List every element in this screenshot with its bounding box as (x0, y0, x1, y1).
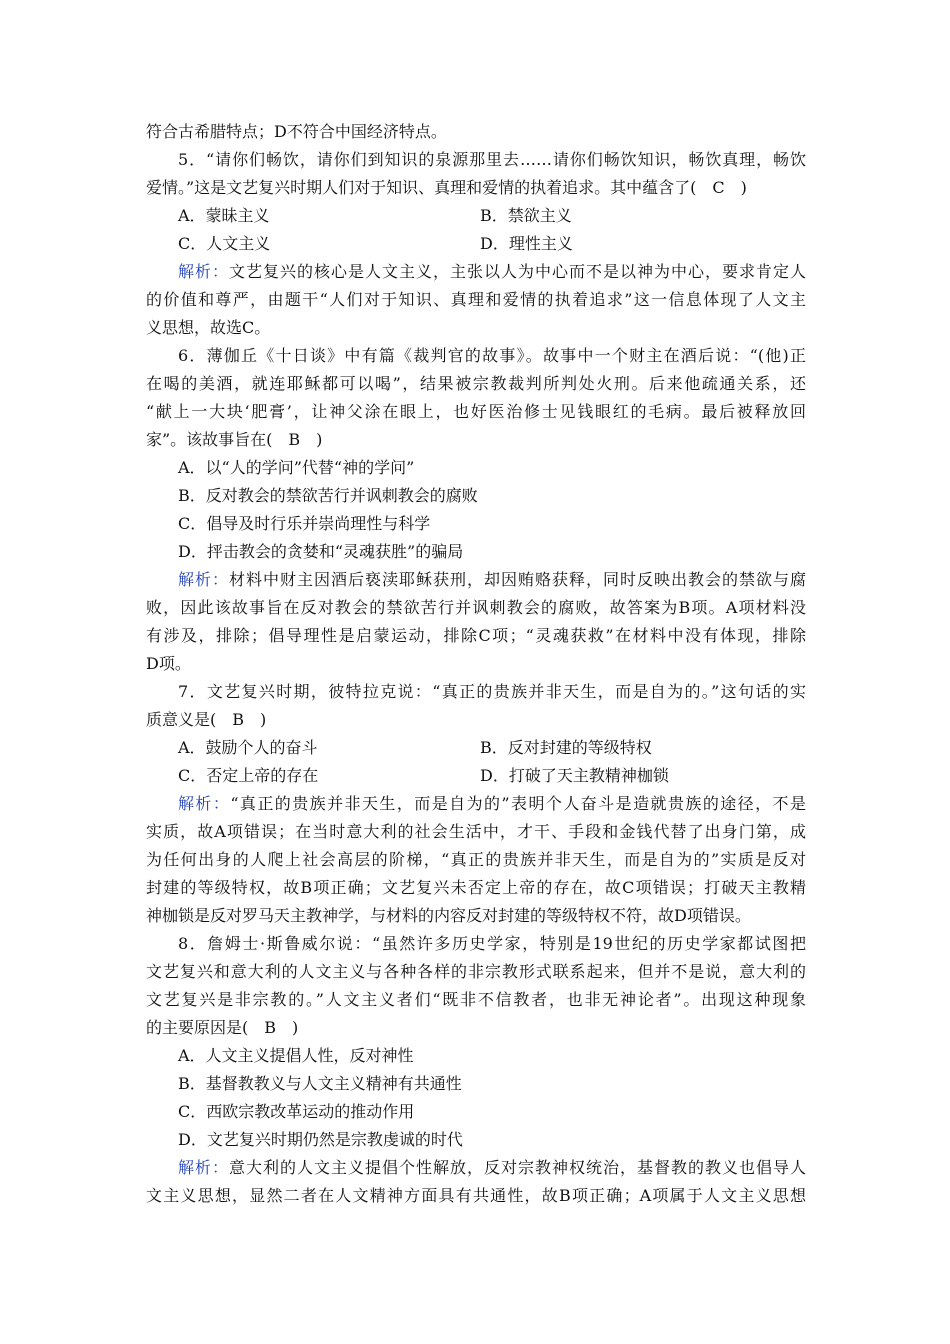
q7-option-d: D．打破了天主教精神枷锁 (480, 766, 669, 785)
q8-question-line-4: 的主要原因是( B ) (146, 1018, 299, 1037)
q7-option-b: B．反对封建的等级特权 (480, 738, 652, 757)
q8-question-line-2: 文艺复兴和意大利的人文主义与各种各样的非宗教形式联系起来，但并不是说，意大利的 (146, 962, 806, 981)
q5-analysis-line-1: 解析：文艺复兴的核心是人文主义，主张以人为中心而不是以神为中心，要求肯定人 (178, 262, 806, 281)
q6-option-a: A．以“人的学问”代替“神的学问” (178, 458, 415, 477)
q7-question-line-2: 质意义是( B ) (146, 710, 267, 729)
q6-question-line-4: 家”。该故事旨在( B ) (146, 430, 323, 449)
page-content (146, 118, 806, 1210)
q6-analysis-line-4: D项。 (146, 654, 191, 673)
q7-analysis-line-3: 为任何出身的人爬上社会高层的阶梯，“真正的贵族并非天生，而是自为的”实质是反对 (146, 850, 806, 869)
q6-analysis-line-2: 败，因此该故事旨在反对教会的禁欲苦行并讽刺教会的腐败，故答案为B项。A项材料没 (146, 598, 806, 617)
q5-analysis-line-3: 义思想，故选C。 (146, 318, 271, 337)
q8-option-a: A．人文主义提倡人性，反对神性 (178, 1046, 414, 1065)
q5-question-line-2: 爱情。”这是文艺复兴时期人们对于知识、真理和爱情的执着追求。其中蕴含了( C ) (146, 178, 747, 197)
q6-option-b: B．反对教会的禁欲苦行并讽刺教会的腐败 (178, 486, 478, 505)
q5-option-b: B．禁欲主义 (480, 206, 572, 225)
text-line: 符合古希腊特点；D不符合中国经济特点。 (146, 122, 447, 141)
q5-options-row-2 (146, 230, 806, 258)
q7-question-line-1: 7．文艺复兴时期，彼特拉克说：“真正的贵族并非天生，而是自为的。”这句话的实 (178, 682, 806, 701)
analysis-label: 解析： (178, 262, 229, 281)
q7-analysis-line-2: 实质，故A项错误；在当时意大利的社会生活中，才干、手段和金钱代替了出身门第，成 (146, 822, 806, 841)
q5-option-c: C．人文主义 (178, 234, 271, 253)
q5-question-line-1: 5．“请你们畅饮，请你们到知识的泉源那里去……请你们畅饮知识，畅饮真理，畅饮 (178, 150, 806, 169)
analysis-label: 解析： (178, 570, 229, 589)
q7-options-row-2 (146, 762, 806, 790)
q6-option-c: C．倡导及时行乐并崇尚理性与科学 (178, 514, 431, 533)
q8-option-b: B．基督教教义与人文主义精神有共通性 (178, 1074, 462, 1093)
q7-option-a: A．鼓励个人的奋斗 (178, 738, 318, 757)
q5-option-a: A．蒙昧主义 (178, 206, 270, 225)
q7-option-c: C．否定上帝的存在 (178, 766, 319, 785)
q5-option-d: D．理性主义 (480, 234, 573, 253)
q6-analysis-line-3: 有涉及，排除；倡导理性是启蒙运动，排除C项；“灵魂获救”在材料中没有体现，排除 (146, 626, 806, 645)
q6-analysis-line-1: 解析：材料中财主因酒后亵渎耶稣获刑，却因贿赂获释，同时反映出教会的禁欲与腐 (178, 570, 806, 589)
q6-option-d: D．抨击教会的贪婪和“灵魂获胜”的骗局 (178, 542, 464, 561)
q8-analysis-line-2: 文主义思想，显然二者在人文精神方面具有共通性，故B项正确；A项属于人文主义思想 (146, 1186, 806, 1205)
q7-analysis-line-1: 解析：“真正的贵族并非天生，而是自为的”表明个人奋斗是造就贵族的途径，不是 (178, 794, 806, 813)
q5-analysis-line-2: 的价值和尊严，由题干“人们对于知识、真理和爱情的执着追求”这一信息体现了人文主 (146, 290, 806, 309)
analysis-label: 解析： (178, 1158, 229, 1177)
q6-question-line-2: 在喝的美酒，就连耶稣都可以喝”，结果被宗教裁判所判处火刑。后来他疏通关系，还 (146, 374, 806, 393)
q6-question-line-3: “献上一大块‘肥膏’，让神父涂在眼上，也好医治修士见钱眼红的毛病。最后被释放回 (146, 402, 806, 421)
q5-options-row-1 (146, 202, 806, 230)
q6-question-line-1: 6．薄伽丘《十日谈》中有篇《裁判官的故事》。故事中一个财主在酒后说：“(他)正 (178, 346, 806, 365)
q7-analysis-line-4: 封建的等级特权，故B项正确；文艺复兴未否定上帝的存在，故C项错误；打破天主教精 (146, 878, 806, 897)
q8-option-d: D．文艺复兴时期仍然是宗教虔诚的时代 (178, 1130, 463, 1149)
q8-question-line-3: 文艺复兴是非宗教的。”人文主义者们“既非不信教者，也非无神论者”。出现这种现象 (146, 990, 806, 1009)
q7-options-row-1 (146, 734, 806, 762)
q8-option-c: C．西欧宗教改革运动的推动作用 (178, 1102, 415, 1121)
q8-question-line-1: 8．詹姆士·斯鲁威尔说：“虽然许多历史学家，特别是19世纪的历史学家都试图把 (178, 934, 806, 953)
q8-analysis-line-1: 解析：意大利的人文主义提倡个性解放，反对宗教神权统治，基督教的教义也倡导人 (178, 1158, 806, 1177)
analysis-label: 解析： (178, 794, 231, 813)
q7-analysis-line-5: 神枷锁是反对罗马天主教神学，与材料的内容反对封建的等级特权不符，故D项错误。 (146, 906, 751, 925)
